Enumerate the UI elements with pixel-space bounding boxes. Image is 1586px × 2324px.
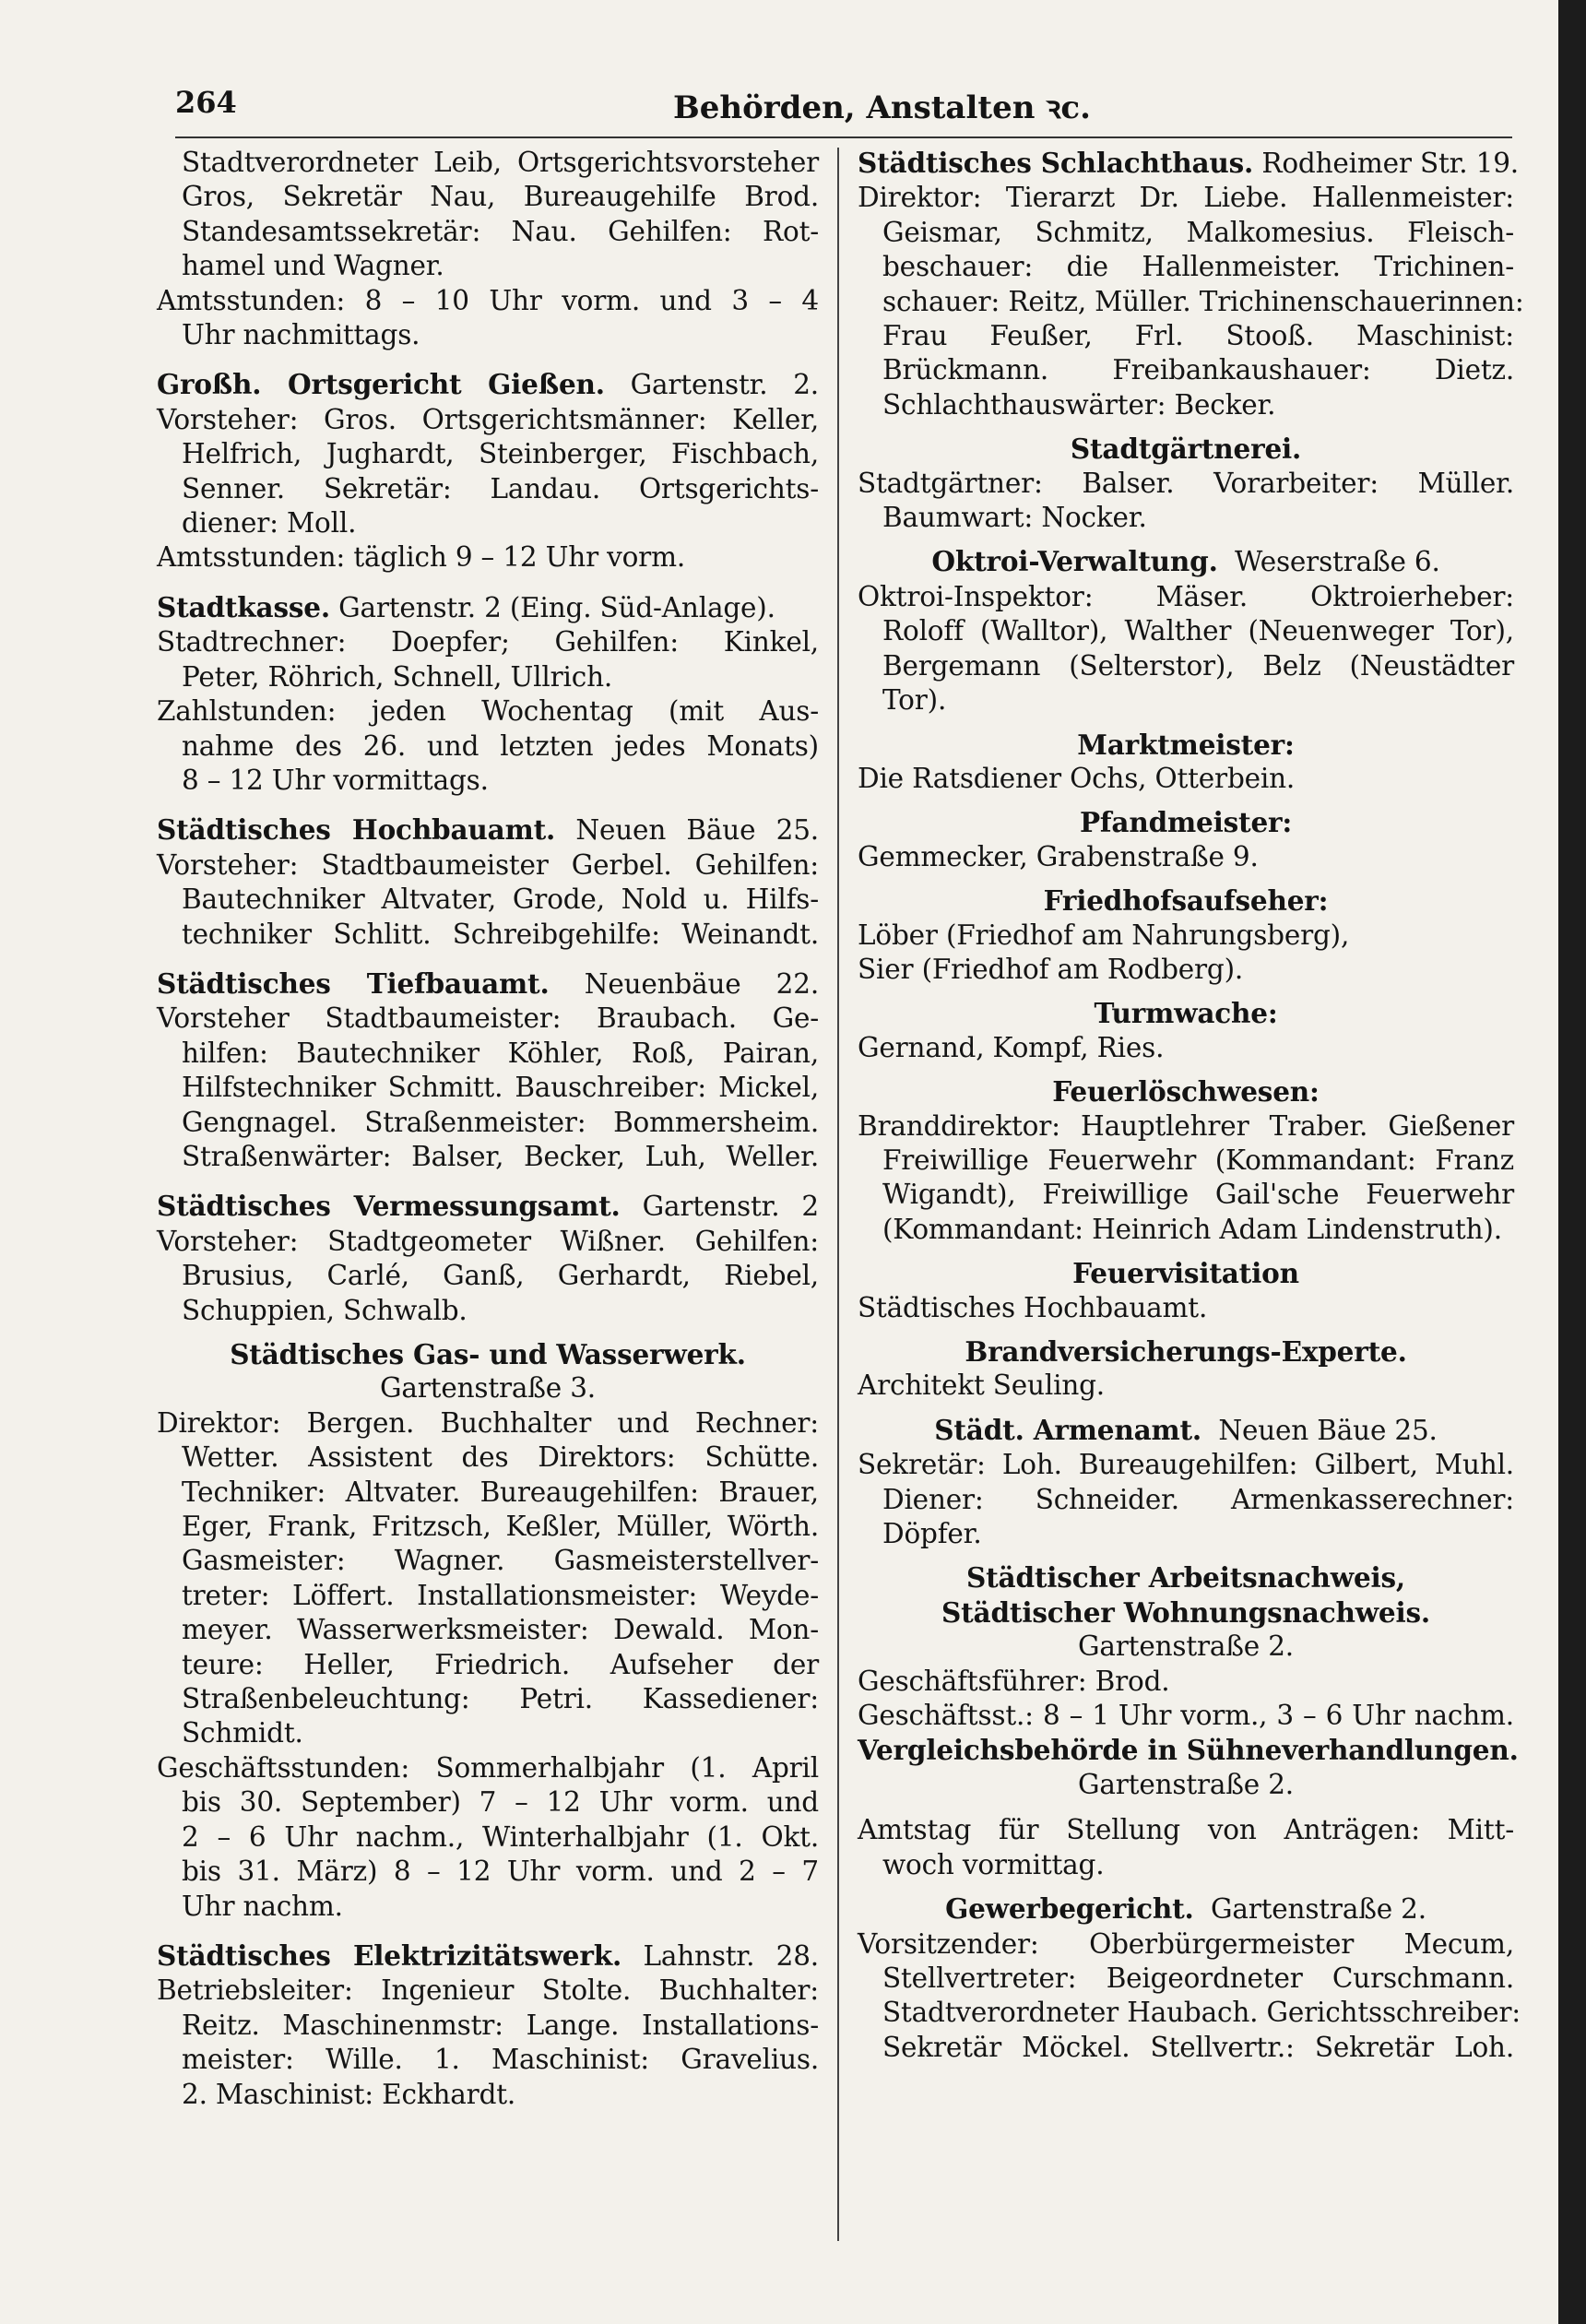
section-gaswerk [157,1337,819,1924]
section-title: Feuerlöschwesen: [1052,1075,1320,1109]
text-line: Vorsitzender: Oberbürgermeister Mecum, [858,1927,1514,1960]
text-line: Architekt Seuling. [858,1370,1105,1402]
section-schlachthaus [858,146,1524,422]
column-divider [837,148,839,2241]
section-title: Turmwache: [1094,997,1278,1030]
section-address: Gartenstr. 2. [630,369,819,401]
section-heading [157,1189,819,1224]
text-line: Städtisches Hochbauamt. [858,1291,1208,1323]
text-line: Sekretär: Loh. Bureaugehilfen: Gilbert, Muhl. [858,1449,1514,1481]
section-address: Neuenbäue 22. [584,967,819,1000]
text-line: Straßenwärter: Balser, Becker, Luh, Weller. [182,1140,819,1172]
text-line: Sekretär Möckel. Stellvertr.: Sekretär Loh. [882,2031,1514,2063]
section-address: Gartenstr. 2 (Eing. Süd-Anlage). [338,591,775,623]
section-standesamt [157,146,819,352]
section-feuerloeschwesen [858,1074,1514,1247]
section-title: Friedhofsaufseher: [1043,884,1329,918]
text-line: Baumwart: Nocker. [882,502,1147,534]
page-header [175,85,1512,140]
section-vermessungsamt [157,1189,819,1328]
text-line: Branddirektor: Hauptlehrer Traber. Gießener [858,1109,1514,1142]
text-line: Frau Feußer, Frl. Stooß. Maschinist: [882,320,1514,352]
text-line: (Kommandant: Heinrich Adam Lindenstruth). [882,1213,1502,1245]
section-title: Stadtgärtnerei. [1070,433,1302,466]
section-pfandmeister [858,805,1514,874]
section-heading [157,812,819,848]
text-line: Bergemann (Selterstor), Belz (Neustädter [882,649,1514,682]
text-line: Diener: Schneider. Armenkasserechner: [882,1483,1514,1515]
header-rule [175,136,1512,138]
text-line: meister: Wille. 1. Maschinist: Gravelius. [182,2044,819,2076]
text-line: Vorsteher: Stadtbaumeister Gerbel. Gehilfen: [157,848,819,881]
text-line: techniker Schlitt. Schreibgehilfe: Weinandt. [182,918,819,950]
section-address: Gartenstraße 2. [1078,1768,1294,1800]
text-line: Direktor: Tierarzt Dr. Liebe. Hallenmeister: [858,182,1514,214]
text-line: Bautechniker Altvater, Grode, Nold u. Hilfs- [182,883,819,916]
section-heading [157,590,819,625]
section-heading [858,146,1519,181]
section-heading [858,544,1514,579]
section-title: Städtisches Gas- und Wasserwerk. [230,1338,746,1370]
section-tiefbauamt [157,966,819,1174]
text-line: Direktor: Bergen. Buchhalter und Rechner: [157,1406,819,1439]
text-line: Oktroi-Inspektor: Mäser. Oktroierheber: [858,580,1514,612]
section-address: Neuen Bäue 25. [1218,1414,1438,1446]
text-line: Schmidt. [182,1717,303,1749]
text-line: Die Ratsdiener Ochs, Otterbein. [858,762,1296,794]
text-line: Betriebsleiter: Ingenieur Stolte. Buchhalter: [157,1974,819,2007]
text-line: Vorsteher: Stadtgeometer Wißner. Gehilfen: [157,1225,819,1257]
section-title: Stadtkasse. [157,590,330,623]
left-column [157,146,819,2112]
text-line: schauer: Reitz, Müller. Trichinenschauerinnen: [882,285,1524,317]
text-line: Zahlstunden: jeden Wochentag (mit Aus- [157,695,819,728]
text-line: Gasmeister: Wagner. Gasmeisterstellver- [182,1545,819,1577]
section-title: Pfandmeister: [1079,806,1293,839]
section-brandversicherung [858,1334,1514,1404]
section-address: Gartenstraße 3. [380,1372,596,1405]
section-title: Städt. Armenamt. [934,1413,1202,1446]
text-line: Brusius, Carlé, Ganß, Gerhardt, Riebel, [182,1260,819,1292]
text-line: 2 – 6 Uhr nachm., Winterhalbjahr (1. Okt. [182,1820,819,1853]
text-line: Straßenbeleuchtung: Petri. Kassediener: [182,1683,819,1715]
section-armenamt [858,1413,1514,1552]
text-line: Uhr nachmittags. [182,319,420,351]
section-turmwache [858,996,1514,1065]
text-line: woch vormittag. [882,1848,1105,1880]
section-title: Städtisches Tiefbauamt. [157,966,550,1000]
text-line: Amtsstunden: täglich 9 – 12 Uhr vorm. [157,541,686,574]
text-line: bis 30. September) 7 – 12 Uhr vorm. und [182,1786,819,1819]
text-line: teure: Heller, Friedrich. Aufseher der [182,1648,819,1680]
section-title: Städtisches Elektrizitätswerk. [157,1939,622,1972]
right-column [858,146,1524,2065]
text-line: treter: Löffert. Installationsmeister: Weyde- [182,1579,819,1611]
section-title: Städtisches Hochbauamt. [157,813,556,847]
section-arbeitsnachweis [858,1560,1514,1733]
section-title: Gewerbegericht. [945,1892,1194,1926]
text-line: Schuppien, Schwalb. [182,1294,468,1326]
text-line: Schlachthauswärter: Becker. [882,388,1276,421]
text-line: Vorsteher Stadtbaumeister: Braubach. Ge- [157,1002,819,1035]
section-heading [157,1939,819,1974]
text-line: 8 – 12 Uhr vormittags. [182,764,489,796]
section-title: Brandversicherungs-Experte. [965,1335,1407,1368]
section-title: Städtisches Schlachthaus. [858,147,1254,179]
section-address: Rodheimer Str. 19. [1261,148,1519,179]
text-line: Roloff (Walltor), Walther (Neuenweger Tor), [882,615,1514,647]
section-elektrizitaetswerk [157,1939,819,2112]
text-line: Stadtrechner: Doepfer; Gehilfen: Kinkel, [157,626,819,658]
section-feuervisitation [858,1256,1514,1325]
text-line: Techniker: Altvater. Bureaugehilfen: Brauer, [182,1476,819,1508]
running-title: Behörden, Anstalten ꝛc. [673,89,1091,126]
section-address: Gartenstraße 2. [1210,1893,1426,1926]
text-line: Geschäftsst.: 8 – 1 Uhr vorm., 3 – 6 Uhr nachm. [858,1700,1514,1732]
text-line: Reitz. Maschinenmstr: Lange. Installations- [182,2009,819,2041]
text-line: Geismar, Schmitz, Malkomesius. Fleisch- [882,216,1514,248]
section-heading [157,966,819,1002]
section-title: Vergleichsbehörde in Sühneverhandlungen. [858,1734,1519,1767]
text-line: Senner. Sekretär: Landau. Ortsgerichts- [182,472,819,504]
section-marktmeister [858,728,1514,797]
section-hochbauamt [157,812,819,952]
page-edge [1558,0,1586,2324]
text-line: Gernand, Kompf, Ries. [858,1031,1165,1063]
text-line: Standesamtssekretär: Nau. Gehilfen: Rot- [182,215,819,247]
text-line: meyer. Wasserwerksmeister: Dewald. Mon- [182,1614,819,1646]
section-title: Feuervisitation [1072,1257,1299,1290]
section-address: Gartenstraße 2. [1078,1630,1294,1663]
section-stadtgaertnerei [858,432,1514,535]
text-line: Amtstag für Stellung von Anträgen: Mitt- [858,1814,1514,1846]
page-number: 264 [175,85,237,120]
section-address: Lahnstr. 28. [643,1939,819,1972]
section-title: Städtischer Arbeitsnachweis, [966,1561,1405,1595]
section-vergleichsbehoerde [858,1733,1519,1882]
section-title: Marktmeister: [1077,728,1295,761]
text-line: Wigandt), Freiwillige Gail'sche Feuerwehr [882,1179,1514,1211]
text-line: Vorsteher: Gros. Ortsgerichtsmänner: Keller, [157,403,819,435]
section-stadtkasse [157,590,819,798]
text-line: Tor). [882,684,947,717]
text-line: hilfen: Bautechniker Köhler, Roß, Pairan, [182,1037,819,1069]
text-line: Wetter. Assistent des Direktors: Schütte. [182,1441,819,1474]
text-line: Stadtgärtner: Balser. Vorarbeiter: Müller. [858,467,1514,499]
text-line: Gengnagel. Straßenmeister: Bommersheim. [182,1106,819,1138]
section-title: Städtischer Wohnungsnachweis. [941,1595,1430,1629]
text-line: Gemmecker, Grabenstraße 9. [858,840,1259,872]
section-gewerbegericht [858,1891,1521,2065]
section-heading [157,367,819,402]
text-line: Stadtverordneter Leib, Ortsgerichtsvorsteher [182,147,819,178]
section-heading [858,1891,1514,1927]
text-line: bis 31. März) 8 – 12 Uhr vorm. und 2 – 7 [182,1856,819,1888]
text-line: hamel und Wagner. [182,250,444,282]
text-line: diener: Moll. [182,507,357,540]
text-line: Stellvertreter: Beigeordneter Curschmann. [882,1962,1514,1994]
text-line: Uhr nachm. [182,1890,343,1922]
section-title: Großh. Ortsgericht Gießen. [157,368,605,401]
text-line: nahme des 26. und letzten jedes Monats) [182,729,819,762]
text-line: Stadtverordneter Haubach. Gerichtsschreiber: [882,1997,1521,2029]
section-friedhofsaufseher [858,883,1514,987]
section-title: Städtisches Vermessungsamt. [157,1190,621,1223]
text-line: Eger, Frank, Fritzsch, Keßler, Müller, Wörth. [182,1511,819,1543]
section-address: Neuen Bäue 25. [575,814,819,847]
section-oktroi [858,544,1514,717]
section-address: Weserstraße 6. [1235,546,1440,578]
text-line: Gros, Sekretär Nau, Bureaugehilfe Brod. [182,181,819,213]
section-heading [858,1413,1514,1448]
text-line: Geschäftsführer: Brod. [858,1665,1170,1697]
text-line: Döpfer. [882,1518,982,1550]
text-line: Freiwillige Feuerwehr (Kommandant: Franz [882,1144,1514,1176]
section-title: Oktroi-Verwaltung. [931,545,1218,578]
text-line: Peter, Röhrich, Schnell, Ullrich. [182,660,613,693]
text-line: Sier (Friedhof am Rodberg). [858,953,1244,985]
text-line: Helfrich, Jughardt, Steinberger, Fischbach, [182,438,819,470]
section-ortsgericht [157,367,819,575]
text-line: beschauer: die Hallenmeister. Trichinen- [882,251,1514,283]
text-line: Amtsstunden: 8 – 10 Uhr vorm. und 3 – 4 [157,284,819,316]
text-line: Brückmann. Freibankaushauer: Dietz. [882,354,1514,386]
text-line: Löber (Friedhof am Nahrungsberg), [858,919,1350,951]
section-address: Gartenstr. 2 [642,1191,819,1223]
text-line: 2. Maschinist: Eckhardt. [182,2078,516,2110]
text-line: Hilfstechniker Schmitt. Bauschreiber: Mickel, [182,1072,819,1104]
text-line: Geschäftsstunden: Sommerhalbjahr (1. April [157,1751,819,1784]
